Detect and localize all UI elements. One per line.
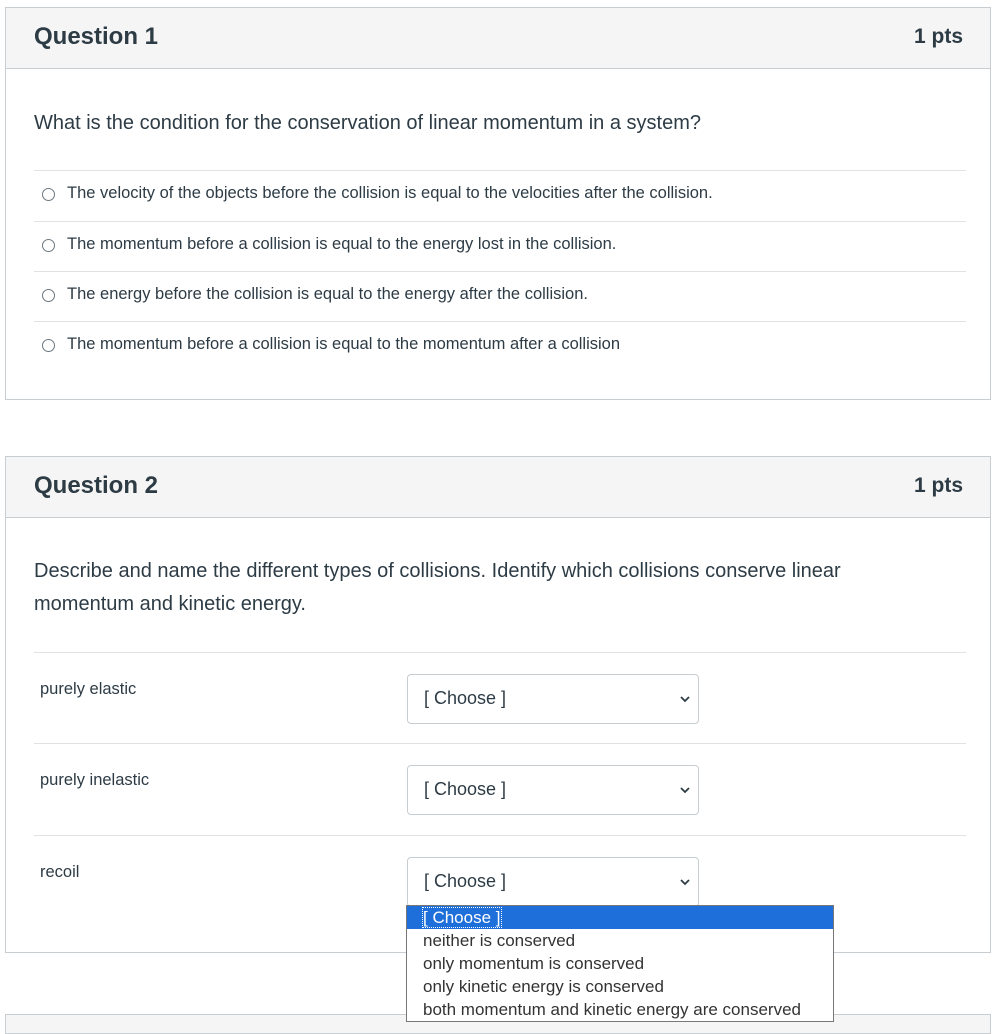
radio-button[interactable] — [42, 289, 55, 302]
answer-option-label[interactable]: The momentum before a collision is equal to the momentum after a collision — [67, 335, 621, 353]
select-dropdown-list — [406, 905, 834, 1022]
question-points: 1 pts — [913, 25, 963, 48]
answer-option-label[interactable]: The velocity of the objects before the collision is equal to the velocities after the collision. — [67, 184, 713, 202]
dropdown-option[interactable]: only kinetic energy is conserved — [423, 977, 664, 996]
question-points: 1 pts — [913, 474, 963, 497]
question-1-card — [5, 7, 991, 400]
answer-option[interactable] — [34, 221, 966, 271]
dropdown-option[interactable]: only momentum is conserved — [423, 954, 645, 973]
match-row — [34, 743, 966, 835]
question-prompt: What is the condition for the conservation of linear momentum in a system? — [34, 112, 701, 134]
radio-button[interactable] — [42, 188, 55, 201]
dropdown-option[interactable]: neither is conserved — [423, 931, 576, 950]
question-1-header — [6, 8, 990, 69]
chevron-down-icon[interactable] — [680, 877, 690, 887]
dropdown-option[interactable] — [407, 906, 833, 929]
answer-select[interactable] — [407, 857, 699, 907]
match-row — [34, 652, 966, 743]
chevron-down-icon[interactable] — [680, 785, 690, 795]
answer-option[interactable] — [34, 170, 966, 220]
match-label: purely inelastic — [40, 771, 150, 789]
match-label: recoil — [40, 863, 80, 881]
question-prompt-line-2: momentum and kinetic energy. — [34, 593, 306, 615]
dropdown-option[interactable]: both momentum and kinetic energy are conserved — [423, 1000, 801, 1019]
answer-select[interactable] — [407, 765, 699, 815]
select-value[interactable]: [ Choose ] — [424, 779, 507, 799]
select-value[interactable]: [ Choose ] — [424, 688, 507, 708]
answer-option-label[interactable]: The energy before the collision is equal to the energy after the collision. — [67, 285, 588, 303]
answer-option[interactable] — [34, 271, 966, 321]
question-prompt-line-1: Describe and name the different types of collisions. Identify which collisions conserve linear — [34, 560, 841, 582]
question-title: Question 2 — [34, 472, 159, 499]
answer-select[interactable] — [407, 674, 699, 724]
dropdown-option-label[interactable]: [ Choose ] — [423, 908, 501, 927]
match-label: purely elastic — [40, 680, 137, 698]
answer-option[interactable] — [34, 321, 966, 371]
question-2-header — [6, 457, 990, 518]
radio-button[interactable] — [42, 339, 55, 352]
select-value[interactable]: [ Choose ] — [424, 871, 507, 891]
question-2-card — [5, 456, 991, 953]
answer-option-label[interactable]: The momentum before a collision is equal to the energy lost in the collision. — [67, 235, 617, 253]
chevron-down-icon[interactable] — [680, 694, 690, 704]
question-title: Question 1 — [34, 23, 159, 50]
radio-button[interactable] — [42, 239, 55, 252]
